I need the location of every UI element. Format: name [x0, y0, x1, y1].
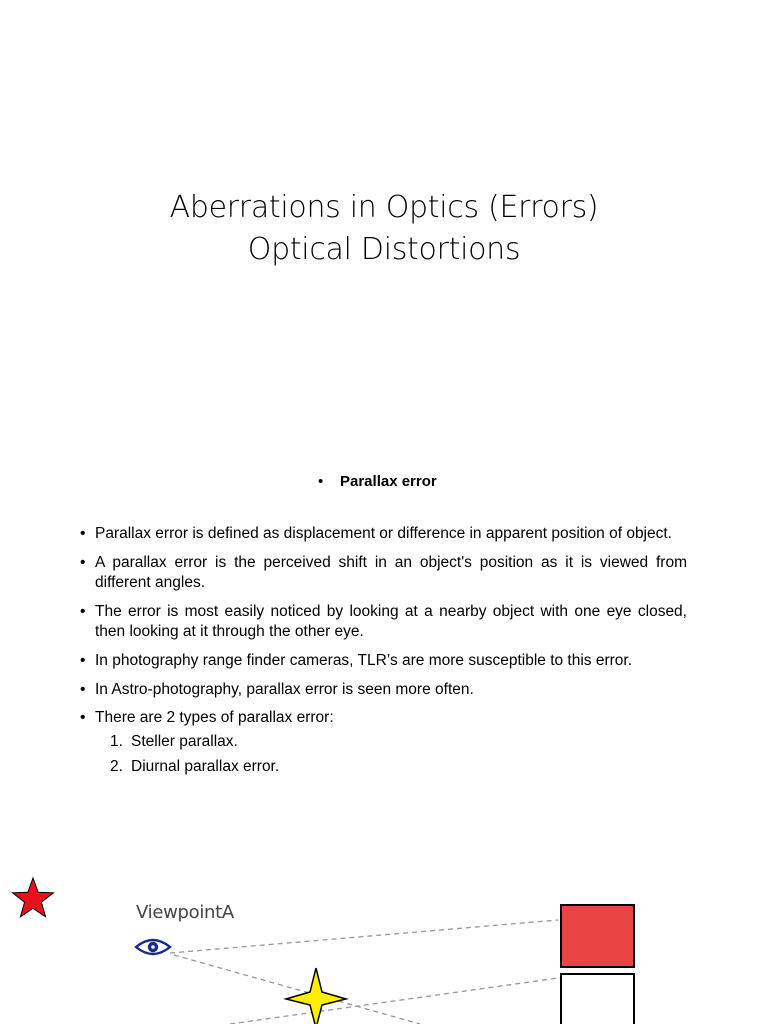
type-label: Steller parallax. [131, 733, 238, 750]
bullet-item: • The error is most easily noticed by looking at a nearby object with one eye closed, then looking at it through the other eye. [80, 602, 687, 642]
title-distortions: Distortions [360, 232, 521, 267]
bullet-item-types [80, 708, 687, 777]
title-in-optics: in Optics (Errors) [340, 190, 599, 225]
type-item [110, 757, 687, 777]
bullet-item: • A parallax error is the perceived shift in an object's position as it is viewed from different angles. [80, 553, 687, 593]
slide-title-line-1 [0, 188, 768, 228]
bullet-item-types-text: There are 2 types of parallax error: [95, 709, 334, 726]
parallax-types-list [95, 732, 687, 777]
bullet-item: • Parallax error is defined as displacement or difference in apparent position of object. [80, 524, 687, 544]
sight-line-upper [170, 920, 558, 953]
eye-icon [136, 940, 170, 954]
yellow-star-icon [286, 968, 346, 1024]
type-label: Diurnal parallax error. [131, 758, 280, 775]
section-heading [318, 472, 437, 492]
red-box [561, 905, 634, 967]
sight-line-down [174, 955, 420, 1024]
sight-lines [170, 920, 558, 1024]
parallax-diagram [0, 860, 768, 1024]
slide-title-line-2 [0, 230, 768, 270]
red-star-icon [13, 878, 54, 917]
viewpoint-label: ViewpointA [136, 902, 234, 923]
title-aberrations: Aberrations [169, 190, 341, 225]
white-box [561, 974, 634, 1024]
type-number: 2. [110, 758, 123, 775]
type-item [110, 732, 687, 752]
bullet-dot: • [318, 473, 324, 490]
section-heading-text: Parallax error [340, 473, 437, 490]
title-optical: Optical [247, 232, 361, 267]
bullet-item: • In Astro-photography, parallax error is seen more often. [80, 680, 687, 700]
type-number: 1. [110, 733, 123, 750]
bullet-item: • In photography range finder cameras, TLR’s are more susceptible to this error. [80, 651, 687, 671]
bullet-list [80, 524, 687, 785]
